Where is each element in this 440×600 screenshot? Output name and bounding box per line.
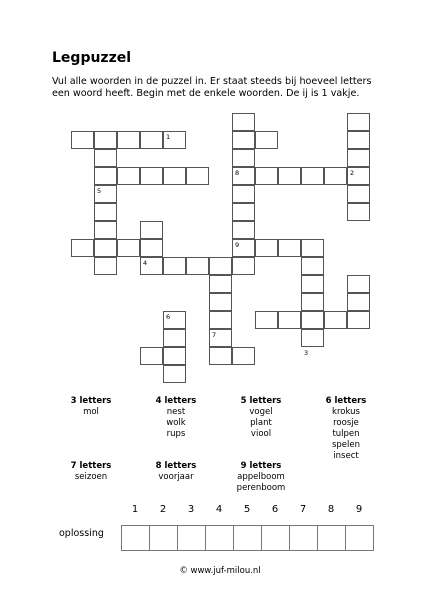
grid-cell[interactable] — [71, 131, 94, 149]
word-item: voorjaar — [158, 472, 194, 482]
word-item: vogel — [249, 407, 273, 417]
word-item: seizoen — [74, 472, 108, 482]
grid-cell[interactable] — [255, 131, 278, 149]
word-group-heading: 7 letters — [70, 461, 112, 471]
grid-cell[interactable] — [347, 203, 370, 221]
word-item: krokus — [332, 407, 360, 417]
footer-copyright: © www.juf-milou.nl — [179, 566, 261, 576]
solution-cell[interactable] — [121, 525, 150, 551]
word-item: appelboom — [237, 472, 285, 482]
grid-cell[interactable] — [347, 311, 370, 329]
grid-cell[interactable] — [347, 149, 370, 167]
grid-cell[interactable] — [117, 239, 140, 257]
word-group — [46, 396, 136, 418]
grid-cell[interactable] — [163, 365, 186, 383]
word-group-heading: 3 letters — [70, 396, 112, 406]
word-item: mol — [83, 407, 99, 417]
grid-cell[interactable] — [71, 239, 94, 257]
word-item: insect — [333, 451, 359, 461]
instructions: Vul alle woorden in de puzzel in. Er staat steeds bij hoeveel letters een woord heeft. Begin met de enkele woorden. De ij is 1 vakje. — [52, 76, 372, 99]
clue-number: 4 — [143, 259, 148, 267]
grid-cell[interactable] — [301, 257, 324, 275]
solution-number: 1 — [131, 504, 139, 515]
solution-number: 3 — [187, 504, 195, 515]
grid-cell[interactable] — [301, 167, 324, 185]
grid-cell[interactable] — [94, 239, 117, 257]
grid-cell[interactable] — [186, 167, 209, 185]
solution-cell[interactable] — [345, 525, 374, 551]
solution-cell[interactable] — [149, 525, 178, 551]
solution-number: 8 — [327, 504, 335, 515]
grid-cell[interactable] — [232, 257, 255, 275]
grid-cell[interactable] — [163, 167, 186, 185]
grid-cell[interactable] — [232, 113, 255, 131]
grid-cell[interactable] — [209, 347, 232, 365]
word-item: roosje — [333, 418, 359, 428]
grid-cell[interactable] — [347, 131, 370, 149]
grid-cell[interactable] — [301, 293, 324, 311]
solution-cell[interactable] — [205, 525, 234, 551]
grid-cell[interactable] — [301, 329, 324, 347]
grid-cell[interactable] — [347, 293, 370, 311]
grid-cell[interactable] — [278, 311, 301, 329]
grid-cell[interactable] — [347, 275, 370, 293]
clue-number: 2 — [350, 169, 355, 177]
clue-number: 3 — [304, 349, 309, 357]
grid-cell[interactable] — [209, 257, 232, 275]
page-title: Legpuzzel — [52, 50, 132, 66]
grid-cell[interactable] — [163, 257, 186, 275]
grid-cell[interactable] — [324, 311, 347, 329]
grid-cell[interactable] — [232, 131, 255, 149]
solution-cell[interactable] — [289, 525, 318, 551]
word-item: wolk — [166, 418, 186, 428]
word-item: viool — [250, 429, 272, 439]
word-group-heading: 8 letters — [155, 461, 197, 471]
grid-cell[interactable] — [232, 149, 255, 167]
grid-cell[interactable] — [301, 275, 324, 293]
grid-cell[interactable] — [209, 311, 232, 329]
word-item: rups — [166, 429, 186, 439]
grid-cell[interactable] — [301, 239, 324, 257]
grid-cell[interactable] — [301, 311, 324, 329]
word-group-heading: 6 letters — [325, 396, 367, 406]
grid-cell[interactable] — [347, 185, 370, 203]
grid-cell[interactable] — [232, 221, 255, 239]
clue-number: 5 — [97, 187, 102, 195]
solution-cell[interactable] — [177, 525, 206, 551]
solution-number: 6 — [271, 504, 279, 515]
grid-cell[interactable] — [232, 185, 255, 203]
word-group — [301, 396, 391, 462]
grid-cell[interactable] — [163, 329, 186, 347]
clue-number: 6 — [166, 313, 171, 321]
grid-cell[interactable] — [209, 293, 232, 311]
word-item: tulpen — [332, 429, 360, 439]
solution-label: oplossing — [59, 528, 104, 539]
grid-cell[interactable] — [324, 167, 347, 185]
grid-cell[interactable] — [255, 239, 278, 257]
grid-cell[interactable] — [255, 167, 278, 185]
solution-number: 7 — [299, 504, 307, 515]
solution-number: 5 — [243, 504, 251, 515]
grid-cell[interactable] — [94, 257, 117, 275]
grid-cell[interactable] — [186, 257, 209, 275]
grid-cell[interactable] — [232, 347, 255, 365]
word-group — [216, 396, 306, 440]
clue-number: 8 — [235, 169, 240, 177]
solution-cell[interactable] — [233, 525, 262, 551]
grid-cell[interactable] — [209, 275, 232, 293]
grid-cell[interactable] — [140, 221, 163, 239]
solution-number: 4 — [215, 504, 223, 515]
word-group-heading: 9 letters — [240, 461, 282, 471]
word-group — [46, 461, 136, 483]
word-item: nest — [166, 407, 186, 417]
grid-cell[interactable] — [94, 221, 117, 239]
word-item: perenboom — [236, 483, 286, 493]
grid-cell[interactable] — [347, 113, 370, 131]
grid-cell[interactable] — [94, 149, 117, 167]
solution-number: 9 — [355, 504, 363, 515]
solution-cell[interactable] — [261, 525, 290, 551]
word-group-heading: 4 letters — [155, 396, 197, 406]
grid-cell[interactable] — [140, 239, 163, 257]
word-group — [131, 461, 221, 483]
grid-cell[interactable] — [94, 131, 117, 149]
word-item: plant — [250, 418, 272, 428]
grid-cell[interactable] — [140, 131, 163, 149]
grid-cell[interactable] — [278, 239, 301, 257]
grid-cell[interactable] — [232, 203, 255, 221]
solution-number: 2 — [159, 504, 167, 515]
grid-cell[interactable] — [117, 131, 140, 149]
word-group — [131, 396, 221, 440]
grid-cell[interactable] — [255, 311, 278, 329]
grid-cell[interactable] — [94, 167, 117, 185]
word-group — [216, 461, 306, 494]
grid-cell[interactable] — [163, 347, 186, 365]
grid-cell[interactable] — [278, 167, 301, 185]
clue-number: 1 — [166, 133, 171, 141]
clue-number: 9 — [235, 241, 240, 249]
grid-cell[interactable] — [140, 347, 163, 365]
word-group-heading: 5 letters — [240, 396, 282, 406]
grid-cell[interactable] — [117, 167, 140, 185]
clue-number: 7 — [212, 331, 217, 339]
grid-cell[interactable] — [140, 167, 163, 185]
solution-cell[interactable] — [317, 525, 346, 551]
grid-cell[interactable] — [94, 203, 117, 221]
word-item: spelen — [331, 440, 361, 450]
